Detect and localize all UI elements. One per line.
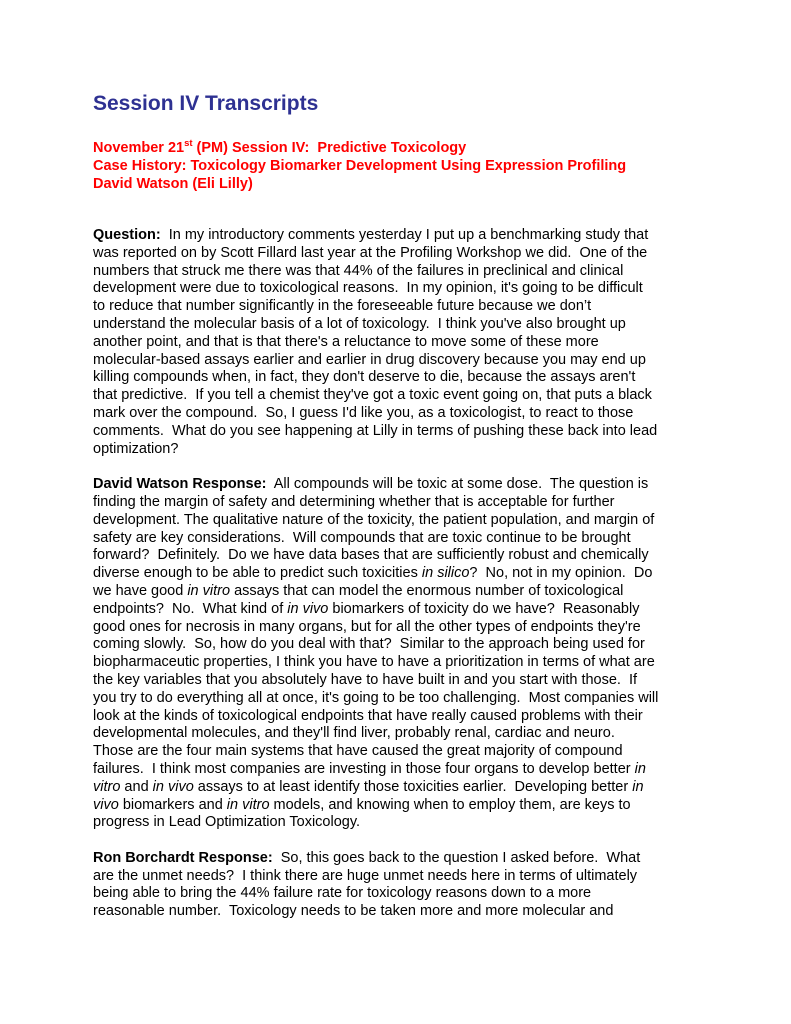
transcript-body [93,227,713,939]
page-title: Session IV Transcripts [93,92,319,115]
session-name: (PM) Session IV: Predictive Toxicology [192,140,467,156]
borchardt-response-paragraph: Ron Borchardt Response: So, this goes back to the question I asked before. What are the unmet needs? I think there are huge unmet needs here in terms of ultimately being able to bring the 44% failure rate for toxicology reasons down to a more reasonable number. Toxicology needs to be taken more and more molecular and [93,849,641,920]
speaker-label: David Watson Response: [93,476,267,493]
speaker-label: Ron Borchardt Response: [93,849,273,866]
presenter: David Watson (Eli Lilly) [93,176,253,192]
session-header [93,139,626,193]
watson-response-paragraph: David Watson Response: All compounds will be toxic at some dose. The question is finding the margin of safety and determining whether that is acceptable for further development. The qualitative nature of the toxicity, the patient population, and margin of safety are key considerations. Will compounds that are toxic continue to be brought forward? Definitely. Do we have data bases that are sufficiently robust and chemically diverse enough to be able to predict such toxicities in silico? No, not in my opinion. Do we have good in vitro assays that can model the enormous number of toxicological endpoints? No. What kind of in vivo biomarkers of toxicity do we have? Reasonably good ones for necrosis in many organs, but for all the other types of endpoints they're coming slowly. So, how do you deal with that? Similar to the approach being used for biopharmaceutic properties, I think you have to have a prioritization in terms of what are the key variables that you absolutely have to have built in and you start with those. If you try to do everything all at once, it's going to be too challenging. Most companies will look at the kinds of toxicological endpoints that have really caused problems with their developmental molecules, and they'll find liver, probably renal, cardiac and neuro. Those are the four main systems that have caused the great majority of compound failures. I think most companies are investing in those four organs to develop better in vitro and in vivo assays to at least identify those toxicities earlier. Developing better in vivo biomarkers and in vitro models, and knowing when to employ them, are keys to progress in Lead Optimization Toxicology. [93,476,659,831]
speaker-label: Question: [93,227,161,243]
session-date-suffix: st [184,138,193,149]
session-date: November 21 [93,140,185,156]
question-paragraph: Question: In my introductory comments yesterday I put up a benchmarking study that was reported on by Scott Fillard last year at the Profiling Workshop we did. One of the numbers that struck me there was that 44% of the failures in preclinical and clinical development were due to toxicological reasons. In my opinion, it's going to be difficult to reduce that number significantly in the foreseeable future because we don’t understand the molecular basis of a lot of toxicology. I think you've also brought up another point, and that is that there's a reluctance to move some of these more molecular-based assays earlier and earlier in drug discovery because you may end up killing compounds when, in fact, they don't deserve to die, because the assays aren't that predictive. If you tell a chemist they've got a toxic event going on, that puts a black mark over the compound. So, I guess I'd like you, as a toxicologist, to react to those comments. What do you see happening at Lilly in terms of pushing these back into lead optimization? [93,227,658,457]
case-history: Case History: Toxicology Biomarker Development Using Expression Profiling [93,158,627,174]
session-date-line [93,139,626,157]
